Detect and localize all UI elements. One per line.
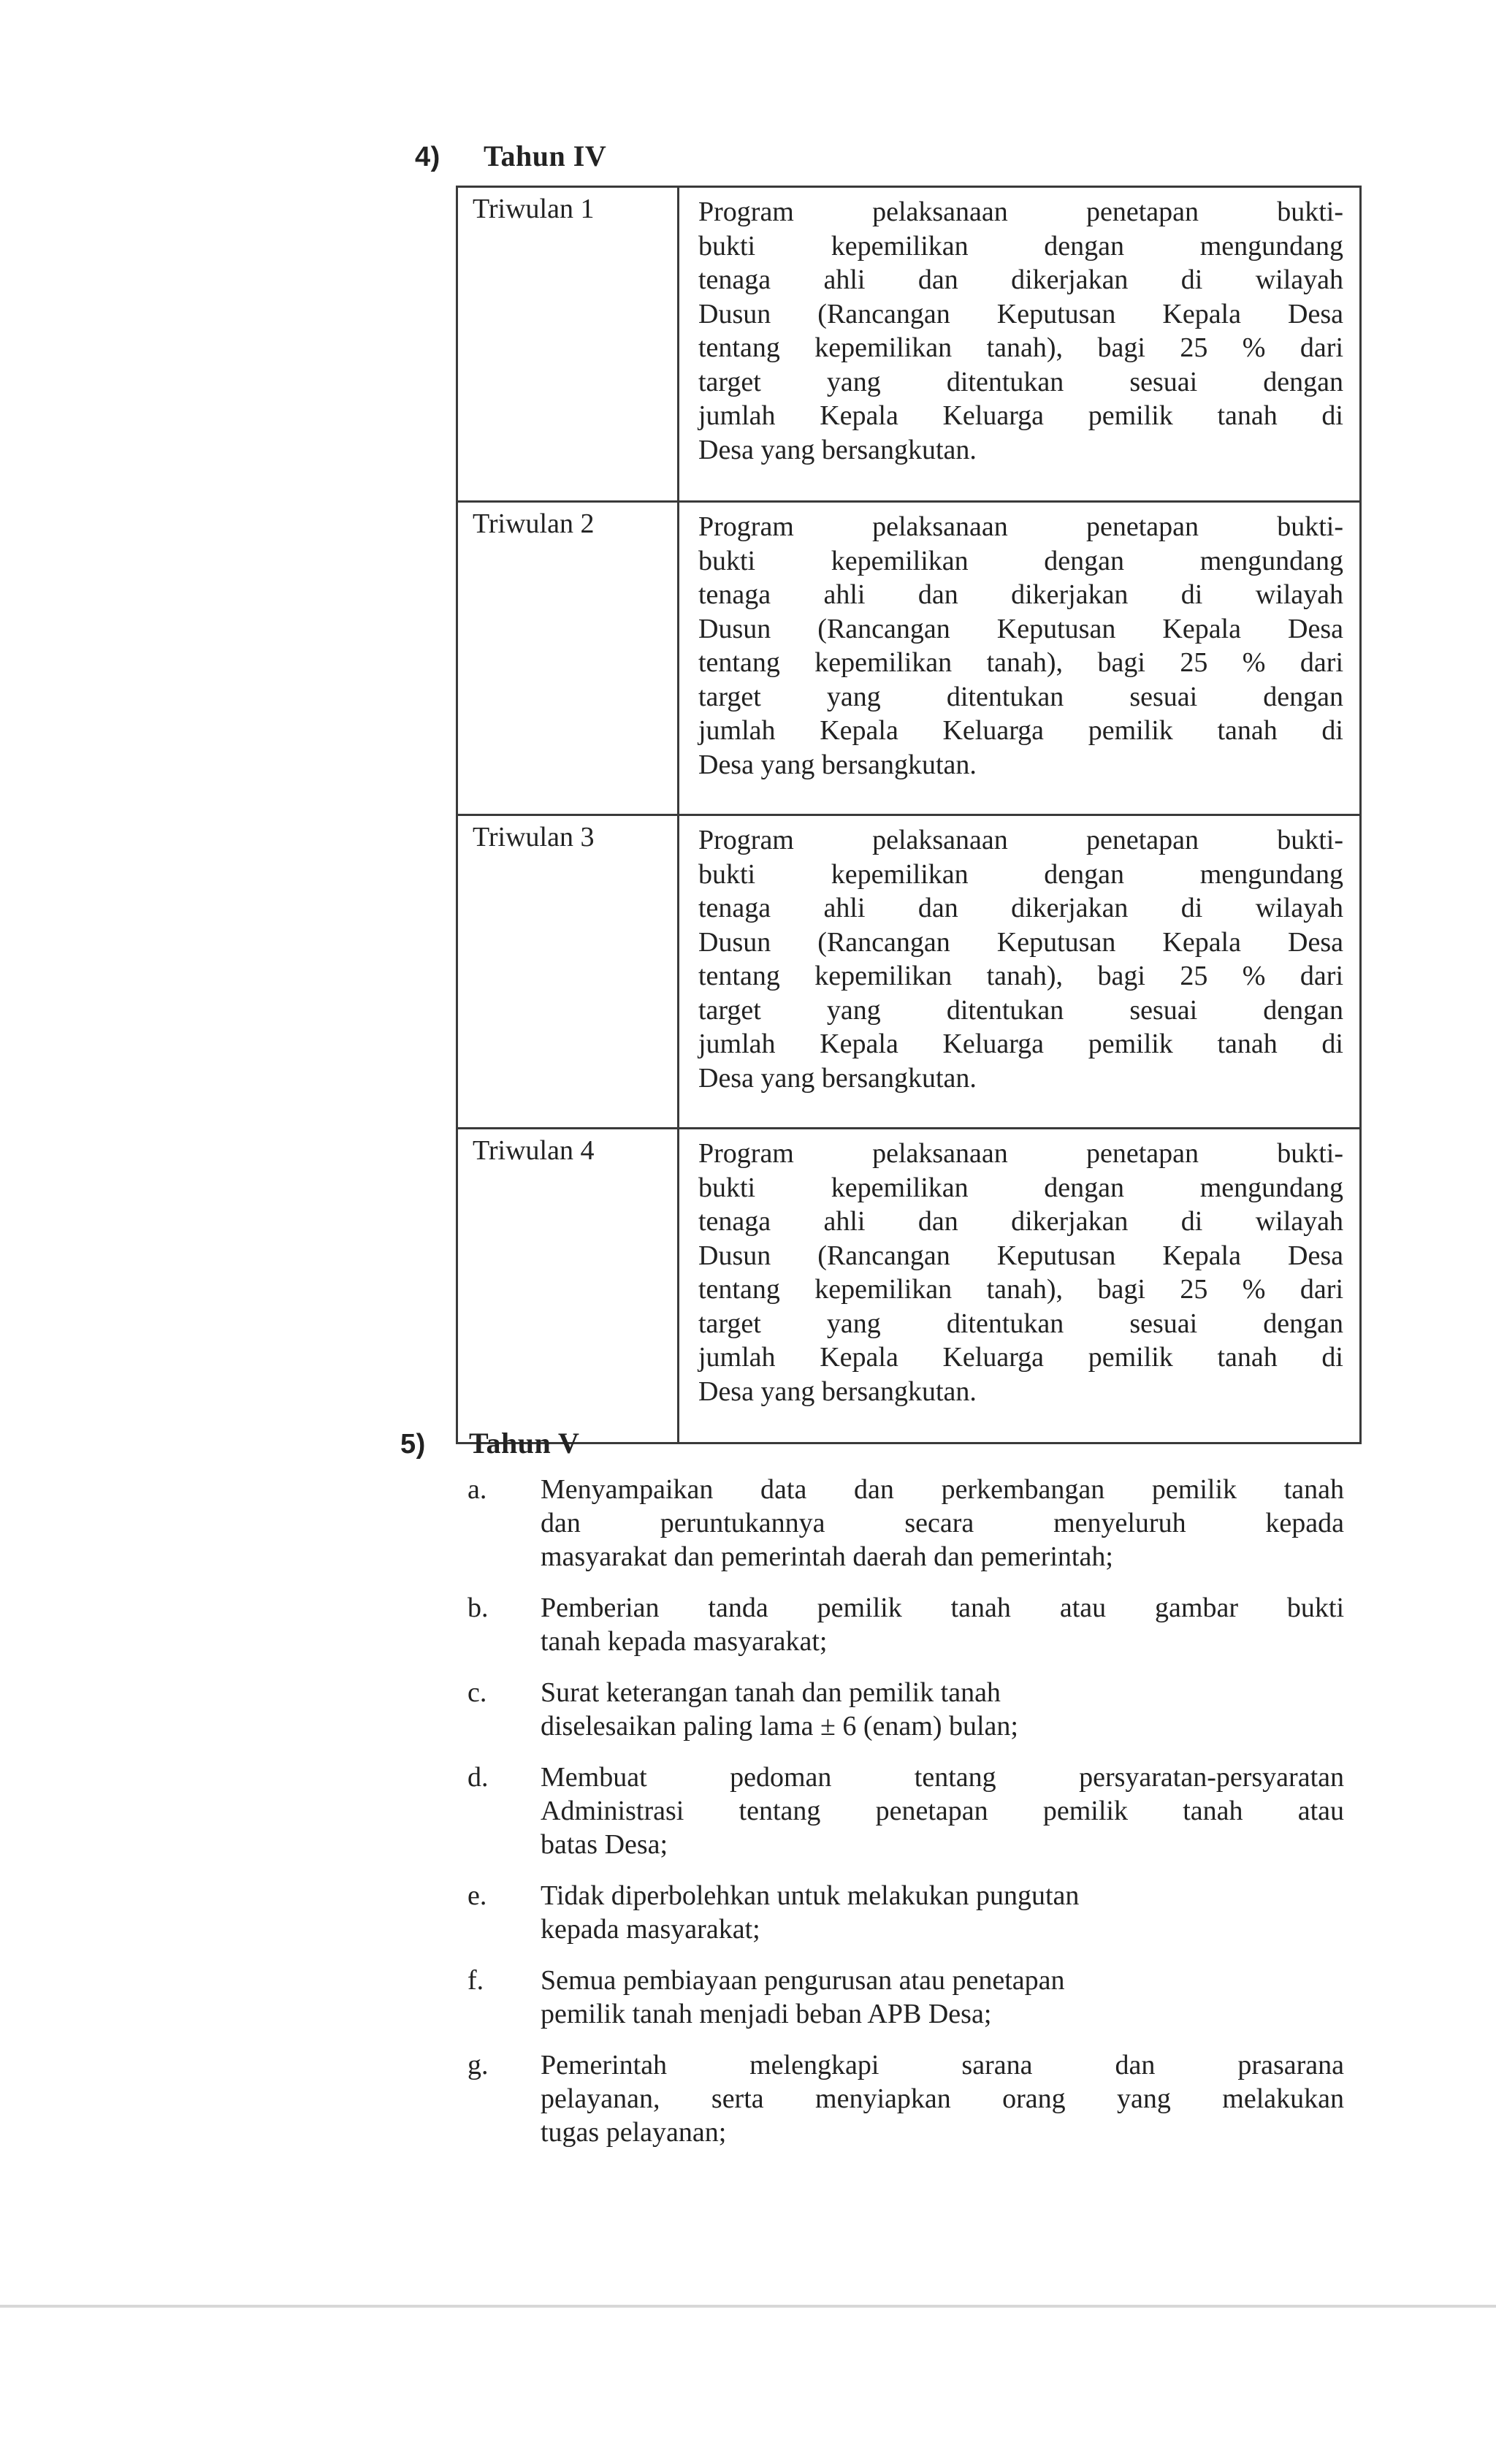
list-item — [468, 1591, 1344, 1658]
list-item-letter: f. — [468, 1965, 484, 1996]
table-row — [457, 502, 1361, 815]
description-line: Program pelaksanaan penetapan bukti- — [698, 1138, 1343, 1169]
description-line: Desa yang bersangkutan. — [698, 1376, 977, 1407]
list-item — [468, 1879, 1344, 1946]
description-line: tenaga ahli dan dikerjakan di wilayah — [698, 1206, 1343, 1237]
program-description-cell — [679, 502, 1361, 815]
description-line: tentang kepemilikan tanah), bagi 25 % dari — [698, 1274, 1343, 1305]
list-item — [468, 2048, 1344, 2149]
list-item — [468, 1964, 1344, 2031]
description-line: Desa yang bersangkutan. — [698, 434, 977, 465]
section-number: 5) — [400, 1429, 426, 1460]
program-description-cell — [679, 815, 1361, 1129]
description-line: target yang ditentukan sesuai dengan — [698, 994, 1343, 1026]
description-line: bukti kepemilikan dengan mengundang — [698, 858, 1343, 890]
description-line: tenaga ahli dan dikerjakan di wilayah — [698, 893, 1343, 923]
list-item — [468, 1761, 1344, 1861]
list-item-line: diselesaikan paling lama ± 6 (enam) bulan; — [541, 1711, 1018, 1742]
list-item-line: pelayanan, serta menyiapkan orang yang melakukan — [541, 2083, 1344, 2114]
description-line: Program pelaksanaan penetapan bukti- — [698, 197, 1343, 227]
program-description-cell — [679, 187, 1361, 502]
quarterly-program-table — [456, 186, 1362, 1444]
section-title: Tahun IV — [484, 140, 607, 172]
list-item-line: Tidak diperbolehkan untuk melakukan pungutan — [541, 1880, 1080, 1911]
list-item-line: Administrasi tentang penetapan pemilik tanah atau — [541, 1796, 1344, 1826]
description-line: tenaga ahli dan dikerjakan di wilayah — [698, 579, 1343, 610]
list-item-line: Pemberian tanda pemilik tanah atau gambar bukti — [541, 1593, 1344, 1623]
description-line: tentang kepemilikan tanah), bagi 25 % dari — [698, 647, 1343, 678]
quarter-cell: Triwulan 3 — [457, 815, 679, 1129]
list-item-line: dan peruntukannya secara menyeluruh kepada — [541, 1508, 1344, 1538]
list-item-text — [541, 2048, 1344, 2149]
description-line: Desa yang bersangkutan. — [698, 1062, 977, 1094]
description-line: Program pelaksanaan penetapan bukti- — [698, 825, 1343, 855]
description-line: Dusun (Rancangan Keputusan Kepala Desa — [698, 613, 1343, 644]
table-row — [457, 1129, 1361, 1443]
list-item-line: tanah kepada masyarakat; — [541, 1626, 828, 1657]
list-item — [468, 1676, 1344, 1743]
list-item-letter: g. — [468, 2050, 489, 2080]
list-item-line: Pemerintah melengkapi sarana dan prasarana — [541, 2050, 1344, 2080]
description-line: Dusun (Rancangan Keputusan Kepala Desa — [698, 1240, 1343, 1271]
description-line: Dusun (Rancangan Keputusan Kepala Desa — [698, 926, 1343, 958]
list-item-line: pemilik tanah menjadi beban APB Desa; — [541, 1999, 992, 2029]
description-line: jumlah Kepala Keluarga pemilik tanah di — [698, 1029, 1343, 1059]
list-item-line: batas Desa; — [541, 1829, 668, 1860]
table-row — [457, 187, 1361, 502]
tahun-v-list — [468, 1473, 1344, 2167]
description-line: bukti kepemilikan dengan mengundang — [698, 230, 1343, 262]
list-item-text — [541, 1879, 1344, 1946]
list-item-line: tugas pelayanan; — [541, 2117, 727, 2148]
description-line: jumlah Kepala Keluarga pemilik tanah di — [698, 1342, 1343, 1373]
list-item-letter: d. — [468, 1762, 489, 1793]
quarter-cell: Triwulan 2 — [457, 502, 679, 815]
description-line: target yang ditentukan sesuai dengan — [698, 681, 1343, 712]
program-description-cell — [679, 1129, 1361, 1443]
description-line: Desa yang bersangkutan. — [698, 749, 977, 780]
list-item-text — [541, 1964, 1344, 2031]
description-line: target yang ditentukan sesuai dengan — [698, 1308, 1343, 1339]
list-item-text — [541, 1591, 1344, 1658]
section-title: Tahun V — [469, 1427, 580, 1460]
list-item-text — [541, 1473, 1344, 1574]
list-item-line: Semua pembiayaan pengurusan atau penetapan — [541, 1965, 1065, 1996]
description-line: tenaga ahli dan dikerjakan di wilayah — [698, 264, 1343, 295]
description-line: tentang kepemilikan tanah), bagi 25 % dari — [698, 332, 1343, 363]
list-item-letter: e. — [468, 1880, 487, 1911]
page-edge-divider — [0, 2305, 1496, 2308]
section-number: 4) — [415, 142, 440, 172]
quarter-cell: Triwulan 4 — [457, 1129, 679, 1443]
list-item-text — [541, 1761, 1344, 1861]
list-item — [468, 1473, 1344, 1574]
description-line: tentang kepemilikan tanah), bagi 25 % dari — [698, 961, 1343, 991]
list-item-text — [541, 1676, 1344, 1743]
description-line: bukti kepemilikan dengan mengundang — [698, 545, 1343, 576]
list-item-letter: b. — [468, 1593, 489, 1623]
list-item-letter: a. — [468, 1474, 487, 1505]
list-item-line: masyarakat dan pemerintah daerah dan pemerintah; — [541, 1541, 1113, 1572]
list-item-line: Menyampaikan data dan perkembangan pemilik tanah — [541, 1474, 1344, 1505]
list-item-letter: c. — [468, 1677, 487, 1708]
list-item-line: Membuat pedoman tentang persyaratan-persyaratan — [541, 1762, 1344, 1793]
description-line: Program pelaksanaan penetapan bukti- — [698, 511, 1343, 542]
list-item-line: Surat keterangan tanah dan pemilik tanah — [541, 1677, 1001, 1708]
list-item-line: kepada masyarakat; — [541, 1914, 760, 1945]
description-line: Dusun (Rancangan Keputusan Kepala Desa — [698, 298, 1343, 329]
section-heading-tahun-iv — [415, 139, 606, 175]
description-line: jumlah Kepala Keluarga pemilik tanah di — [698, 715, 1343, 746]
description-line: bukti kepemilikan dengan mengundang — [698, 1172, 1343, 1203]
quarter-cell: Triwulan 1 — [457, 187, 679, 502]
section-heading-tahun-v — [400, 1426, 579, 1462]
description-line: jumlah Kepala Keluarga pemilik tanah di — [698, 400, 1343, 431]
description-line: target yang ditentukan sesuai dengan — [698, 366, 1343, 397]
table-row — [457, 815, 1361, 1129]
